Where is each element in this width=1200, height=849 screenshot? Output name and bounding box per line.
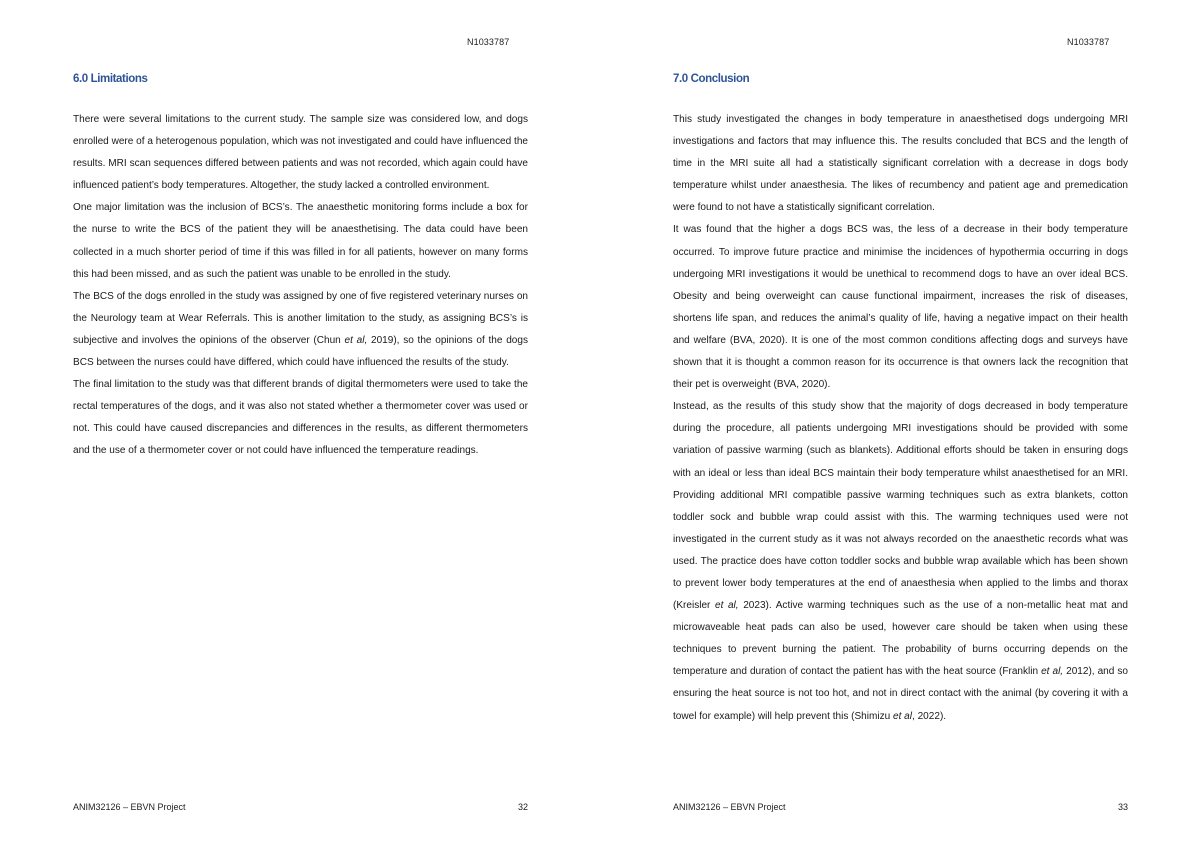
paragraph: The final limitation to the study was that different brands of digital thermometers were used to take the rectal temperatures of the dogs, and it was also not stated whether a thermometer cover was used or not. This could have caused discrepancies and differences in the results, as different thermometers and the use of a thermometer cover or not could have influenced the temperature readings.	[73, 379, 528, 457]
paragraph: One major limitation was the inclusion of BCS’s. The anaesthetic monitoring forms include a box for the nurse to write the BCS of the patient they will be anaesthetising. The data could have been collected in a much shorter period of time if this was filled in for all patients, however on many forms this had been missed, and as such the patient was unable to be enrolled in the study.	[73, 202, 528, 280]
citation-et-al: et al,	[1041, 666, 1064, 678]
page-number: 33	[1117, 802, 1128, 812]
paragraph-text: The BCS of the dogs enrolled in the study was assigned by one of five registered veterinary nurses on the Neurology team at Wear Referrals. This is another limitation to the study, as assigning BCS’s is subjective and involves the opinions of the observer (Chun	[73, 290, 528, 346]
page-footer	[73, 802, 528, 812]
paragraph: It was found that the higher a dogs BCS was, the less of a decrease in their body temperature occurred. To improve future practice and minimise the incidences of hypothermia occurring in dogs undergoing MRI investigations it would be unethical to recommend dogs to have an over ideal BCS. Obesity and being overweight can cause functional impairment, increases the risk of diseases, shortens life span, and reduces the animal’s quality of life, having a negative impact on their health and welfare (BVA, 2020). It is one of the most common conditions affecting dogs and surveys have shown that it is thought a common reason for its occurrence is that owners lack the recognition that their pet is overweight (BVA, 2020).	[673, 224, 1128, 391]
paragraph	[673, 396, 1128, 727]
footer-course-label: ANIM32126 – EBVN Project	[673, 802, 786, 812]
citation-et-al: et al	[893, 710, 913, 722]
paragraph-text: 2019), so the opinions of the dogs BCS between the nurses could have differed, which could have influenced the results of the study.	[73, 334, 528, 369]
citation-et-al: et al,	[715, 600, 739, 612]
conclusion-body	[673, 109, 1128, 728]
paragraph-text: 2012), and so ensuring the heat source is not too hot, and not in direct contact with the animal (by covering it with a towel for example) will help prevent this (Shimizu	[673, 666, 1128, 722]
header-student-id: N1033787	[467, 37, 510, 47]
citation-et-al: et al,	[344, 334, 368, 346]
footer-course-label: ANIM32126 – EBVN Project	[73, 802, 186, 812]
page-33	[600, 0, 1200, 849]
page-number: 32	[517, 802, 528, 812]
header-student-id: N1033787	[1067, 37, 1110, 47]
paragraph: This study investigated the changes in body temperature in anaesthetised dogs undergoing MRI investigations and factors that may influence this. The results concluded that BCS and the length of time in the MRI suite all had a statistically significant correlation with a decrease in dogs body temperature whilst under anaesthesia. The likes of recumbency and patient age and premedication were found to not have a statistically significant correlation.	[673, 114, 1128, 214]
page-footer	[673, 802, 1128, 812]
section-title-conclusion: 7.0 Conclusion	[673, 73, 750, 85]
paragraph-text: , 2022).	[912, 710, 947, 722]
section-title-limitations: 6.0 Limitations	[73, 73, 148, 85]
paragraph	[73, 286, 528, 374]
paragraph-text: 2023). Active warming techniques such as the use of a non-metallic heat mat and microwaveable heat pads can also be used, however care should be taken when using these techniques to prevent burning the patient. The probability of burns occurring depends on the temperature and duration of contact the patient has with the heat source (Franklin	[673, 600, 1128, 678]
paragraph: There were several limitations to the current study. The sample size was considered low, and dogs enrolled were of a heterogenous population, which was not investigated and could have influenced the results. MRI scan sequences differed between patients and was not recorded, which again could have influenced patient’s body temperatures. Altogether, the study lacked a controlled environment.	[73, 114, 528, 192]
limitations-body	[73, 109, 528, 463]
paragraph-text: Instead, as the results of this study show that the majority of dogs decreased in body temperature during the procedure, all patients undergoing MRI investigations should be provided with some variation of passive warming (such as blankets). Additional efforts should be taken in ensuring dogs with an ideal or less than ideal BCS maintain their body temperature whilst anaesthetised for an MRI. Providing additional MRI compatible passive warming techniques such as extra blankets, cotton toddler sock and bubble wrap could assist with this. The warming techniques used were not investigated in the current study as it was not always recorded on the anaesthetic records what was used. The practice does have cotton toddler socks and bubble wrap available which has been shown to prevent lower body temperatures at the end of anaesthesia when applied to the limbs and thorax (Kreisler	[673, 401, 1128, 612]
